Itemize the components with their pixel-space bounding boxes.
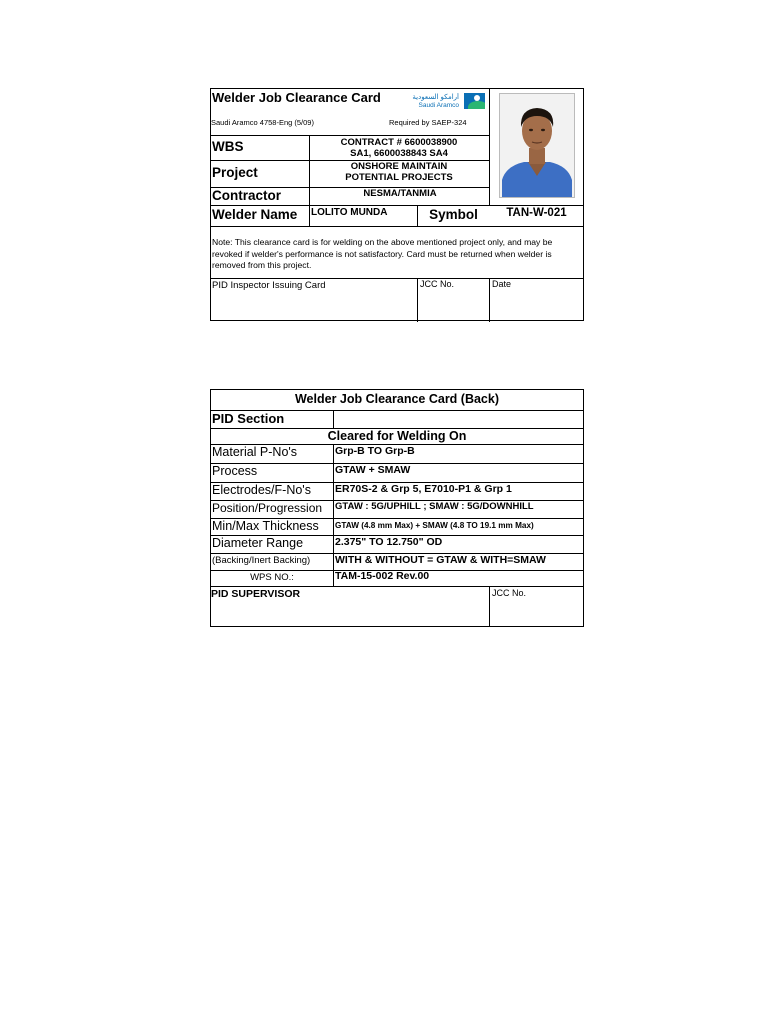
card-title: Welder Job Clearance Card [212, 90, 381, 105]
symbol-label: Symbol [429, 207, 478, 222]
contractor-value: NESMA/TANMIA [363, 188, 437, 199]
front-card [210, 88, 584, 321]
front-divider [309, 135, 310, 226]
cleared-for-welding-label: Cleared for Welding On [327, 429, 467, 443]
logo-english-text: Saudi Aramco [418, 102, 459, 109]
front-divider [211, 226, 584, 227]
backing-value: WITH & WITHOUT = GTAW & WITH=SMAW [335, 554, 546, 566]
back-divider [211, 586, 584, 587]
min-max-thickness-label: Min/Max Thickness [212, 519, 319, 533]
front-divider [489, 278, 490, 322]
backing-label: (Backing/Inert Backing) [212, 555, 311, 566]
material-p-no-value: Grp-B TO Grp-B [335, 445, 415, 457]
front-divider [417, 278, 418, 322]
diameter-range-value: 2.375" TO 12.750" OD [335, 536, 443, 548]
project-value: ONSHORE MAINTAIN POTENTIAL PROJECTS [345, 161, 453, 183]
electrodes-value: ER70S-2 & Grp 5, E7010-P1 & Grp 1 [335, 483, 512, 495]
pid-section-label: PID Section [212, 411, 285, 426]
symbol-value: TAN-W-021 [506, 207, 567, 219]
position-progression-value: GTAW : 5G/UPHILL ; SMAW : 5G/DOWNHILL [335, 501, 534, 512]
aramco-logo-icon [464, 93, 485, 109]
diameter-range-label: Diameter Range [212, 536, 304, 550]
process-label: Process [212, 464, 258, 478]
front-divider [489, 89, 490, 205]
welder-name-label: Welder Name [212, 207, 298, 222]
position-progression-label: Position/Progression [212, 501, 323, 515]
date-label: Date [492, 279, 512, 289]
electrodes-label: Electrodes/F-No's [212, 483, 311, 497]
welder-name-value: LOLITO MUNDA [311, 207, 388, 218]
back-divider [333, 410, 334, 428]
wbs-label: WBS [212, 139, 244, 154]
contractor-label: Contractor [212, 188, 282, 203]
min-max-thickness-value: GTAW (4.8 mm Max) + SMAW (4.8 TO 19.1 mm Max) [335, 521, 534, 530]
wps-no-label: WPS NO.: [250, 572, 294, 583]
front-divider [211, 205, 584, 206]
process-value: GTAW + SMAW [335, 464, 411, 476]
back-card-title: Welder Job Clearance Card (Back) [294, 392, 499, 406]
wbs-value: CONTRACT # 6600038900 SA1, 6600038843 SA4 [340, 137, 458, 159]
welder-portrait-image [500, 94, 574, 197]
aramco-logo [405, 93, 485, 115]
jcc-no-label: JCC No. [420, 279, 455, 289]
pid-inspector-label: PID Inspector Issuing Card [212, 280, 326, 291]
wps-no-value: TAM-15-002 Rev.00 [335, 570, 430, 582]
logo-arabic-text: أرامكو السعودية [412, 94, 459, 101]
project-label: Project [212, 165, 258, 180]
back-card [210, 389, 584, 627]
clearance-note: Note: This clearance card is for welding on the above mentioned project only, and may be revoked if welder's performance is not satisfactory. Card must be returned when welder is removed from this project. [212, 237, 553, 270]
required-by: Required by SAEP-324 [389, 118, 467, 127]
welder-photo [499, 93, 575, 198]
form-code: Saudi Aramco 4758-Eng (5/09) [211, 118, 314, 127]
back-jcc-no-label: JCC No. [492, 588, 527, 598]
back-divider [489, 586, 490, 627]
pid-supervisor-label: PID SUPERVISOR [211, 588, 301, 600]
front-divider [211, 135, 489, 136]
material-p-no-label: Material P-No's [212, 445, 298, 459]
